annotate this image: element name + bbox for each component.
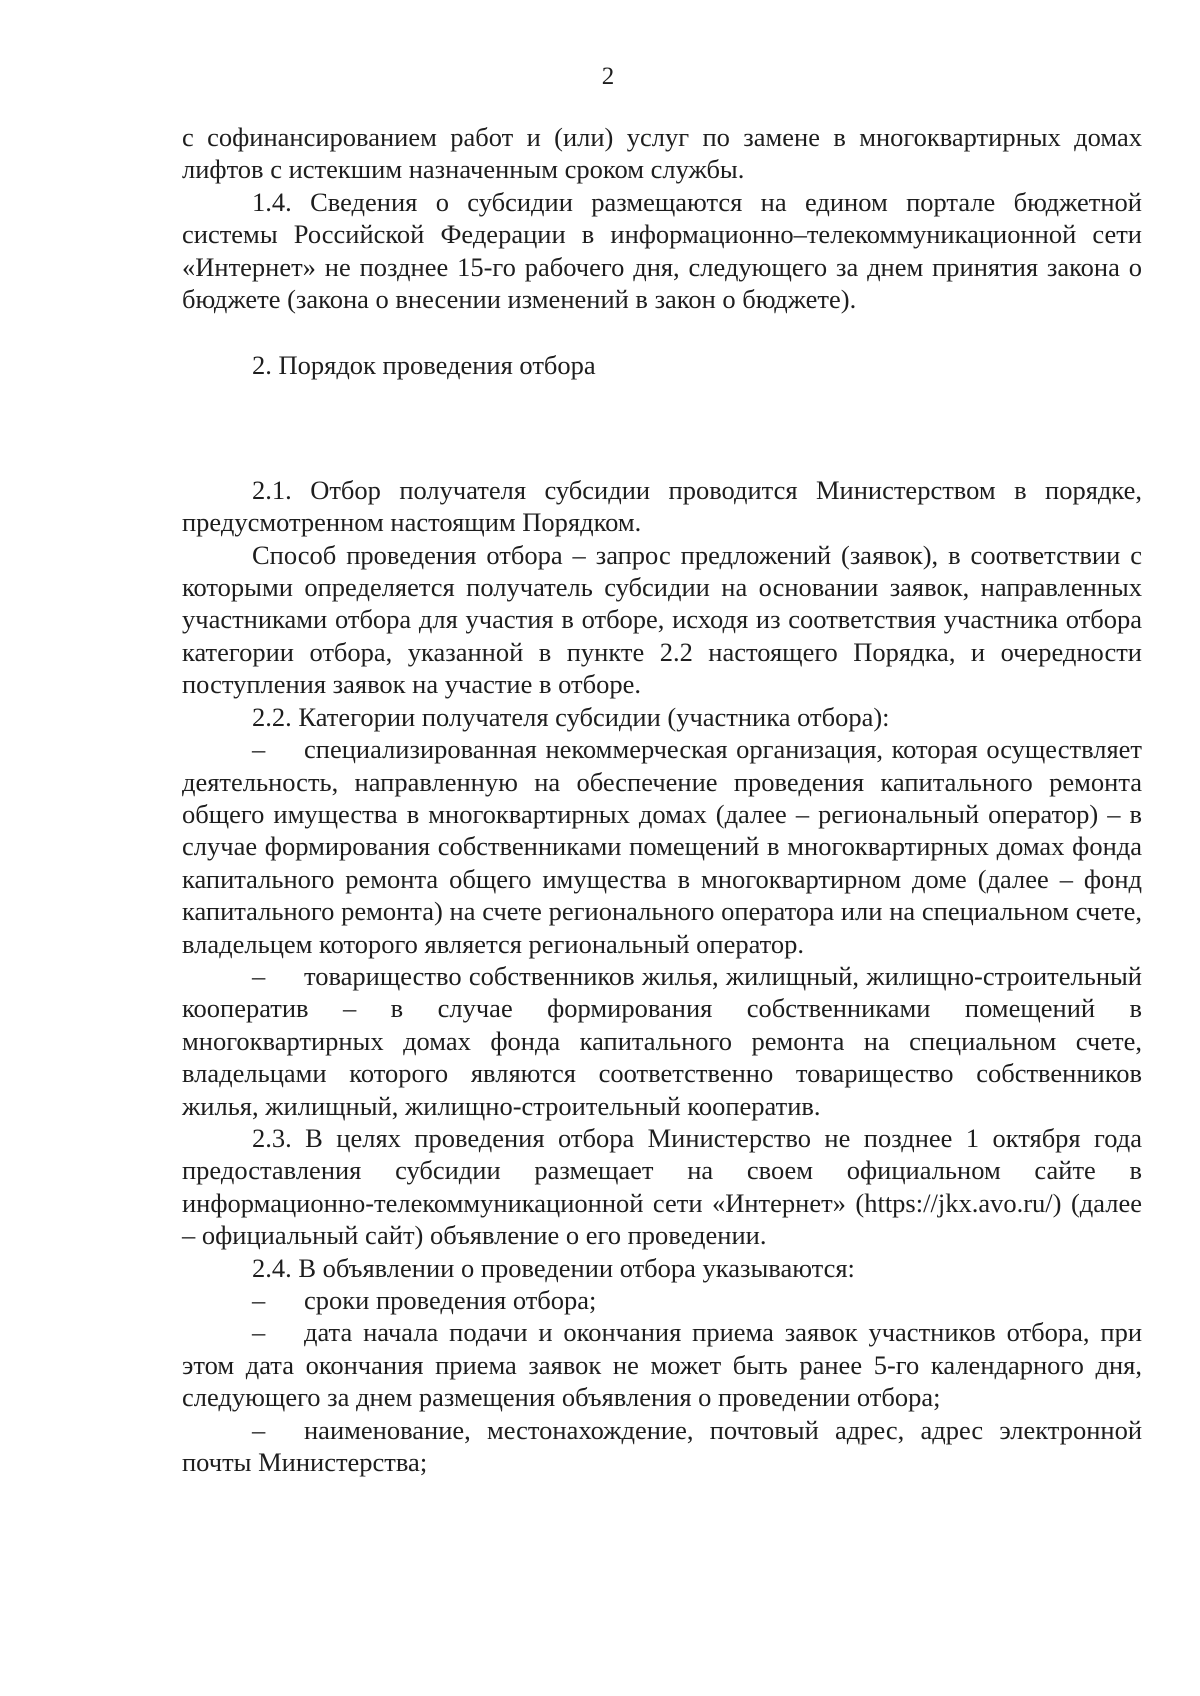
- list-item-text: товарищество собственников жилья, жилищный, жилищно-строительный кооператив – в случае формирования собственниками помещений в многоквартирных домах фонда капитального ремонта на специальном счете, владельцами которого являются соответственно товарищество собственников жилья, жилищный, жилищно-строительный кооператив.: [182, 960, 1142, 1121]
- list-item-dates: [182, 1316, 1142, 1413]
- paragraph-2-4: 2.4. В объявлении о проведении отбора указываются:: [252, 1252, 855, 1283]
- list-dash: –: [252, 1414, 266, 1445]
- paragraph-2-1: 2.1. Отбор получателя субсидии проводится Министерством в порядке, предусмотренном настоящим Порядком.: [182, 474, 1142, 538]
- list-dash: –: [252, 734, 266, 765]
- page-number: 2: [601, 63, 615, 90]
- list-dash: –: [252, 960, 266, 991]
- list-item-partnership: [182, 960, 1142, 1122]
- document-body: [182, 121, 1142, 1478]
- paragraph-2-3: 2.3. В целях проведения отбора Министерство не позднее 1 октября года предоставления субсидии размещает на своем официальном сайте в информационно-телекоммуникационной сети «Интернет» (https://jkx.avo.ru/) (далее – официальный сайт) объявление о его проведении.: [182, 1122, 1142, 1251]
- list-dash: –: [252, 1285, 266, 1315]
- section-heading: 2. Порядок проведения отбора: [252, 350, 596, 381]
- paragraph-2-2: 2.2. Категории получателя субсидии (участника отбора):: [252, 701, 890, 732]
- list-item-text: сроки проведения отбора;: [304, 1285, 597, 1315]
- list-item-regional-operator: [182, 733, 1142, 960]
- list-item-text: дата начала подачи и окончания приема заявок участников отбора, при этом дата окончания приема заявок не может быть ранее 5-го календарного дня, следующего за днем размещения объявления о проведении отбора;: [182, 1317, 1142, 1413]
- list-item-terms: [182, 1284, 1142, 1316]
- paragraph-selection-method: Способ проведения отбора – запрос предложений (заявок), в соответствии с которыми определяется получатель субсидии на основании заявок, направленных участниками отбора для участия в отборе, исходя из соответствия участника отбора категории отбора, указанной в пункте 2.2 настоящего Порядка, и очередности поступления заявок на участие в отборе.: [182, 539, 1142, 700]
- paragraph-continuation: с софинансированием работ и (или) услуг по замене в многоквартирных домах лифтов с истекшим назначенным сроком службы.: [182, 122, 1142, 185]
- list-item-text: наименование, местонахождение, почтовый адрес, адрес электронной почты Министерства;: [182, 1414, 1142, 1478]
- list-dash: –: [252, 1317, 266, 1348]
- list-item-ministry-contacts: [182, 1414, 1142, 1479]
- list-item-text: специализированная некоммерческая организация, которая осуществляет деятельность, направленную на обеспечение проведения капитального ремонта общего имущества в многоквартирных домах (далее – региональный оператор) – в случае формирования собственниками помещений в многоквартирных домах фонда капитального ремонта общего имущества в многоквартирном доме (далее – фонд капитального ремонта) на счете регионального оператора или на специальном счете, владельцем которого является региональный оператор.: [182, 734, 1142, 959]
- paragraph-1-4: 1.4. Сведения о субсидии размещаются на едином портале бюджетной системы Российской Федерации в информационно–телекоммуникационной сети «Интернет» не позднее 15-го рабочего дня, следующего за днем принятия закона о бюджете (закона о внесении изменений в закон о бюджете).: [182, 186, 1142, 315]
